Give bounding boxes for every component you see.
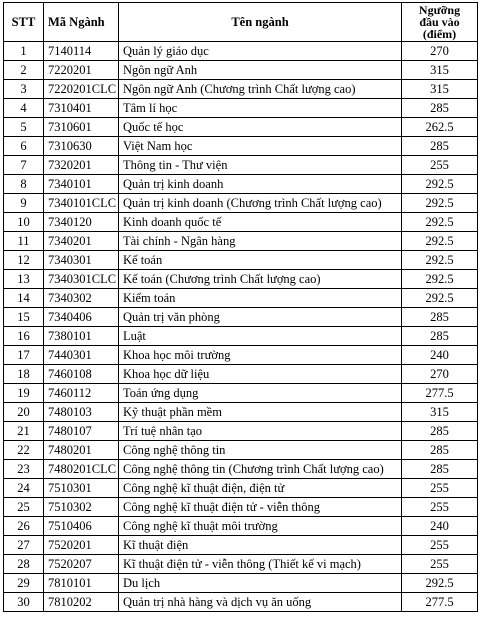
- cell-threshold: 292.5: [402, 175, 478, 194]
- cell-stt: 2: [4, 61, 44, 80]
- cell-major-name: Quốc tế học: [119, 118, 402, 137]
- cell-threshold: 292.5: [402, 232, 478, 251]
- cell-stt: 19: [4, 384, 44, 403]
- cell-major-code: 7510406: [44, 517, 119, 536]
- cell-major-name: Quản trị nhà hàng và dịch vụ ăn uống: [119, 593, 402, 612]
- cell-major-name: Toán ứng dụng: [119, 384, 402, 403]
- cell-major-name: Khoa học môi trường: [119, 346, 402, 365]
- cell-major-name: Kĩ thuật điện: [119, 536, 402, 555]
- cell-stt: 6: [4, 137, 44, 156]
- cell-major-name: Quản lý giáo dục: [119, 42, 402, 61]
- table-row: [4, 498, 478, 517]
- cell-major-name: Công nghệ kĩ thuật điện tử - viễn thông: [119, 498, 402, 517]
- cell-stt: 10: [4, 213, 44, 232]
- cell-major-code: 7220201: [44, 61, 119, 80]
- cell-major-code: 7340406: [44, 308, 119, 327]
- cell-stt: 16: [4, 327, 44, 346]
- header-threshold-line2: đầu vào: [419, 15, 460, 29]
- cell-major-name: Luật: [119, 327, 402, 346]
- cell-threshold: 270: [402, 365, 478, 384]
- cell-threshold: 255: [402, 498, 478, 517]
- table-row: [4, 194, 478, 213]
- cell-threshold: 255: [402, 555, 478, 574]
- header-threshold: [402, 3, 478, 42]
- table-row: [4, 327, 478, 346]
- cell-stt: 27: [4, 536, 44, 555]
- cell-major-name: Quản trị kinh doanh: [119, 175, 402, 194]
- table-row: [4, 593, 478, 612]
- cell-major-code: 7340201: [44, 232, 119, 251]
- cell-major-code: 7310601: [44, 118, 119, 137]
- cell-threshold: 255: [402, 536, 478, 555]
- cell-stt: 25: [4, 498, 44, 517]
- cell-threshold: 315: [402, 61, 478, 80]
- cell-stt: 26: [4, 517, 44, 536]
- cell-major-code: 7340302: [44, 289, 119, 308]
- cell-stt: 1: [4, 42, 44, 61]
- cell-stt: 8: [4, 175, 44, 194]
- table-row: [4, 479, 478, 498]
- cell-major-name: Kế toán (Chương trình Chất lượng cao): [119, 270, 402, 289]
- cell-stt: 12: [4, 251, 44, 270]
- table-row: [4, 308, 478, 327]
- table-row: [4, 232, 478, 251]
- cell-major-code: 7340120: [44, 213, 119, 232]
- cell-major-name: Thông tin - Thư viện: [119, 156, 402, 175]
- admission-threshold-table: [3, 2, 478, 612]
- table-row: [4, 517, 478, 536]
- cell-major-name: Tâm lí học: [119, 99, 402, 118]
- cell-threshold: 277.5: [402, 384, 478, 403]
- table-row: [4, 422, 478, 441]
- header-threshold-line1: Ngưỡng: [418, 3, 461, 17]
- cell-major-name: Quản trị kinh doanh (Chương trình Chất lượng cao): [119, 194, 402, 213]
- table-row: [4, 175, 478, 194]
- cell-threshold: 292.5: [402, 270, 478, 289]
- header-stt: STT: [4, 3, 44, 42]
- cell-major-name: Kĩ thuật điện tử - viễn thông (Thiết kế vi mạch): [119, 555, 402, 574]
- table-row: [4, 213, 478, 232]
- cell-stt: 9: [4, 194, 44, 213]
- cell-stt: 30: [4, 593, 44, 612]
- table-header-row: [4, 3, 478, 42]
- table-row: [4, 441, 478, 460]
- cell-major-code: 7340101: [44, 175, 119, 194]
- cell-threshold: 292.5: [402, 574, 478, 593]
- document-page: [3, 2, 478, 612]
- cell-major-name: Công nghệ thông tin: [119, 441, 402, 460]
- cell-major-code: 7440301: [44, 346, 119, 365]
- cell-threshold: 262.5: [402, 118, 478, 137]
- cell-threshold: 292.5: [402, 194, 478, 213]
- cell-stt: 3: [4, 80, 44, 99]
- cell-major-code: 7380101: [44, 327, 119, 346]
- cell-major-code: 7310401: [44, 99, 119, 118]
- cell-major-code: 7510302: [44, 498, 119, 517]
- table-row: [4, 289, 478, 308]
- cell-major-name: Kinh doanh quốc tế: [119, 213, 402, 232]
- cell-major-name: Kế toán: [119, 251, 402, 270]
- cell-threshold: 285: [402, 441, 478, 460]
- cell-major-code: 7340301CLC: [44, 270, 119, 289]
- cell-threshold: 285: [402, 99, 478, 118]
- cell-stt: 24: [4, 479, 44, 498]
- cell-major-code: 7520201: [44, 536, 119, 555]
- cell-major-code: 7220201CLC: [44, 80, 119, 99]
- cell-major-code: 7340301: [44, 251, 119, 270]
- cell-stt: 14: [4, 289, 44, 308]
- cell-major-code: 7340101CLC: [44, 194, 119, 213]
- table-row: [4, 555, 478, 574]
- cell-threshold: 315: [402, 80, 478, 99]
- cell-stt: 22: [4, 441, 44, 460]
- cell-major-name: Khoa học dữ liệu: [119, 365, 402, 384]
- table-row: [4, 99, 478, 118]
- cell-major-name: Quản trị văn phòng: [119, 308, 402, 327]
- header-threshold-line3: (điểm): [422, 27, 457, 41]
- cell-major-code: 7810101: [44, 574, 119, 593]
- cell-threshold: 240: [402, 346, 478, 365]
- cell-major-name: Tài chính - Ngân hàng: [119, 232, 402, 251]
- cell-stt: 23: [4, 460, 44, 479]
- cell-major-name: Ngôn ngữ Anh (Chương trình Chất lượng cao): [119, 80, 402, 99]
- cell-stt: 21: [4, 422, 44, 441]
- table-row: [4, 251, 478, 270]
- cell-threshold: 292.5: [402, 289, 478, 308]
- table-row: [4, 536, 478, 555]
- cell-threshold: 285: [402, 422, 478, 441]
- cell-major-name: Du lịch: [119, 574, 402, 593]
- cell-threshold: 270: [402, 42, 478, 61]
- cell-stt: 28: [4, 555, 44, 574]
- cell-threshold: 255: [402, 156, 478, 175]
- cell-stt: 7: [4, 156, 44, 175]
- table-row: [4, 346, 478, 365]
- cell-major-code: 7480201: [44, 441, 119, 460]
- table-row: [4, 80, 478, 99]
- cell-major-code: 7310630: [44, 137, 119, 156]
- cell-threshold: 292.5: [402, 213, 478, 232]
- header-major-name: Tên ngành: [119, 3, 402, 42]
- cell-major-name: Công nghệ thông tin (Chương trình Chất lượng cao): [119, 460, 402, 479]
- cell-stt: 13: [4, 270, 44, 289]
- cell-threshold: 315: [402, 403, 478, 422]
- cell-major-code: 7480201CLC: [44, 460, 119, 479]
- cell-threshold: 255: [402, 479, 478, 498]
- table-row: [4, 61, 478, 80]
- table-row: [4, 460, 478, 479]
- cell-major-code: 7140114: [44, 42, 119, 61]
- table-row: [4, 270, 478, 289]
- cell-threshold: 277.5: [402, 593, 478, 612]
- header-major-code: Mã Ngành: [44, 3, 119, 42]
- table-row: [4, 574, 478, 593]
- cell-threshold: 285: [402, 308, 478, 327]
- cell-major-name: Công nghệ kĩ thuật điện, điện tử: [119, 479, 402, 498]
- table-row: [4, 384, 478, 403]
- cell-threshold: 240: [402, 517, 478, 536]
- cell-stt: 18: [4, 365, 44, 384]
- cell-major-name: Kỹ thuật phần mềm: [119, 403, 402, 422]
- cell-stt: 4: [4, 99, 44, 118]
- table-row: [4, 137, 478, 156]
- cell-major-code: 7460112: [44, 384, 119, 403]
- cell-stt: 20: [4, 403, 44, 422]
- cell-threshold: 285: [402, 137, 478, 156]
- cell-major-name: Công nghệ kĩ thuật môi trường: [119, 517, 402, 536]
- cell-major-name: Việt Nam học: [119, 137, 402, 156]
- table-row: [4, 365, 478, 384]
- cell-stt: 15: [4, 308, 44, 327]
- table-row: [4, 118, 478, 137]
- table-row: [4, 403, 478, 422]
- cell-major-code: 7480107: [44, 422, 119, 441]
- cell-major-code: 7510301: [44, 479, 119, 498]
- cell-major-name: Trí tuệ nhân tạo: [119, 422, 402, 441]
- cell-stt: 29: [4, 574, 44, 593]
- cell-threshold: 285: [402, 460, 478, 479]
- cell-major-code: 7520207: [44, 555, 119, 574]
- cell-major-name: Kiểm toán: [119, 289, 402, 308]
- cell-threshold: 292.5: [402, 251, 478, 270]
- table-row: [4, 42, 478, 61]
- cell-major-code: 7460108: [44, 365, 119, 384]
- table-body: [4, 42, 478, 612]
- cell-threshold: 285: [402, 327, 478, 346]
- cell-major-code: 7480103: [44, 403, 119, 422]
- cell-stt: 11: [4, 232, 44, 251]
- table-row: [4, 156, 478, 175]
- cell-stt: 17: [4, 346, 44, 365]
- cell-major-code: 7320201: [44, 156, 119, 175]
- cell-major-name: Ngôn ngữ Anh: [119, 61, 402, 80]
- cell-major-code: 7810202: [44, 593, 119, 612]
- cell-stt: 5: [4, 118, 44, 137]
